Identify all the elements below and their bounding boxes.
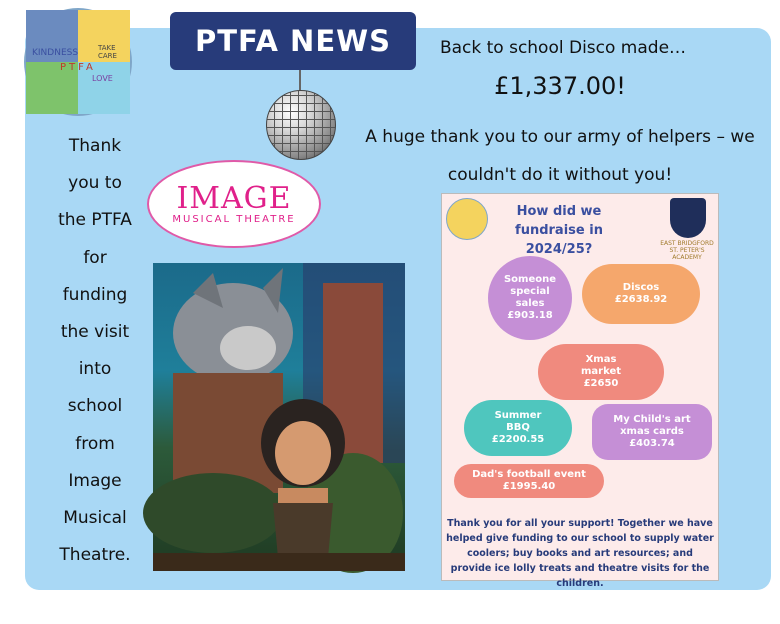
image-logo-subtitle: MUSICAL THEATRE [172,213,296,225]
disco-headline: Back to school Disco made… [439,38,687,58]
disco-ball-icon [266,90,336,160]
thanks-line: school [67,396,123,417]
bubble-amount: £2638.92 [614,294,668,305]
bubble-label: Xmas market [580,354,622,377]
poster-title: How did we fundraise in 2024/25? [515,204,603,257]
thanks-line: funding [62,284,128,305]
poster-ptfa-logo [446,198,488,240]
bubble-xmas-market [538,344,664,400]
bubble-label: Dad's football event [472,469,586,480]
bubble-amount: £903.18 [507,310,553,321]
thanks-line: Theatre. [59,545,131,566]
logo-text-love: LOVE [92,74,113,83]
bubble-discos [582,264,700,324]
bubble-amount: £2650 [583,378,619,389]
bubble-amount: £1995.40 [502,481,556,492]
school-name: EAST BRIDGFORD ST. PETER'S ACADEMY [660,240,714,261]
thanks-line: Image [68,470,122,491]
disco-amount: £1,337.00! [494,72,626,100]
bubble-label: Discos [622,282,660,293]
thanks-line: Musical [63,508,127,529]
theatre-photo-illustration [153,263,405,571]
thanks-line: the visit [60,322,130,343]
image-logo-title: IMAGE [176,180,292,216]
logo-text-kindness: KINDNESS [32,48,79,58]
bubble-label: Someone special sales [503,274,557,309]
fundraising-poster [441,193,719,589]
theatre-thanks-text [48,128,142,574]
school-crest-icon [670,198,706,238]
disco-ball-string [299,70,301,92]
ptfa-logo [24,8,132,116]
thanks-line: from [75,433,115,454]
bubble-label: My Child's art xmas cards [613,414,691,437]
thanks-line: for [83,247,107,268]
bubble-amount: £403.74 [629,438,675,449]
bubble-amount: £2200.55 [491,434,545,445]
bubble-label: Summer BBQ [494,410,542,433]
thanks-line: you to [68,173,122,194]
logo-text-take-care: TAKE CARE [98,44,117,60]
thanks-line: into [78,359,112,380]
thanks-line: the PTFA [58,210,132,231]
page-title: PTFA NEWS [194,24,391,58]
logo-text-ptfa: PTFA [60,62,96,73]
page-title-banner [170,12,416,70]
bubble-dads-football [454,464,604,498]
image-musical-theatre-logo [147,160,321,248]
helpers-thanks: A huge thank you to our army of helpers – we couldn't do it without you! [365,127,755,185]
poster-footer: Thank you for all your support! Together we have helped give funding to our school to supply water coolers; buy books and art resources; and provide ice lolly treats and theatre visits for the children. [446,518,714,589]
bubble-art-xmas-cards [592,404,712,460]
bubble-summer-bbq [464,400,572,456]
bubble-someone-special [488,256,572,340]
theatre-photo [153,263,405,571]
thanks-line: Thank [68,136,122,156]
